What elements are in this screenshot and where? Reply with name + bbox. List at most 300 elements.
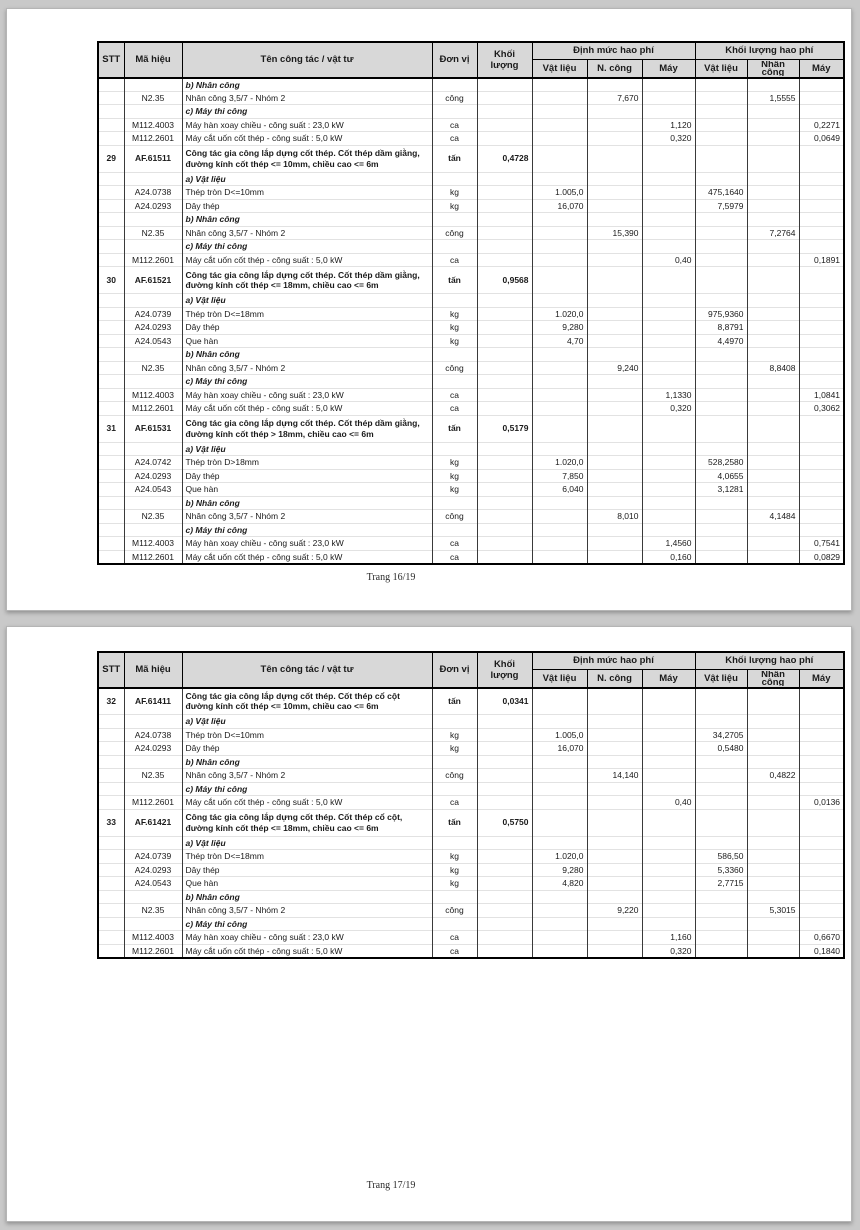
cell-dmn (587, 550, 642, 564)
cell-stt (98, 402, 124, 416)
resource-detail-row (98, 469, 844, 483)
cell-klv: 8,8791 (695, 321, 747, 335)
cell-dv: tấn (432, 688, 477, 715)
cell-kln (747, 240, 799, 254)
cell-ten: Công tác gia công lắp dựng cốt thép. Cốt thép cổ cột, đường kính cốt thép <= 18mm, chiều cao <= 6m (182, 809, 432, 836)
cell-dmm: 0,320 (642, 132, 695, 146)
cell-kln: 1,5555 (747, 91, 799, 105)
cell-klm (799, 715, 844, 729)
cell-ma: AF.61531 (124, 415, 182, 442)
cell-stt: 32 (98, 688, 124, 715)
cost-norm-table (97, 41, 845, 565)
resource-detail-row (98, 199, 844, 213)
cell-klm (799, 91, 844, 105)
cell-stt (98, 469, 124, 483)
cell-dmv (532, 78, 587, 92)
cell-dmm (642, 105, 695, 119)
cell-klv (695, 267, 747, 294)
cell-ma: M112.4003 (124, 537, 182, 551)
cell-kl: 0,4728 (477, 145, 532, 172)
cell-kl (477, 782, 532, 796)
cell-kln (747, 456, 799, 470)
cell-kln (747, 78, 799, 92)
cell-stt (98, 118, 124, 132)
cell-dmm: 0,320 (642, 944, 695, 958)
cell-ma (124, 172, 182, 186)
cell-dmv (532, 442, 587, 456)
resource-detail-row (98, 118, 844, 132)
cell-klm (799, 294, 844, 308)
cell-klm (799, 172, 844, 186)
cell-kl (477, 769, 532, 783)
cell-dv: công (432, 510, 477, 524)
cell-klv (695, 890, 747, 904)
cell-dv: kg (432, 728, 477, 742)
cell-kln (747, 523, 799, 537)
cell-kln (747, 796, 799, 810)
resource-detail-row (98, 863, 844, 877)
cell-stt (98, 755, 124, 769)
cell-ten: b) Nhân công (182, 496, 432, 510)
cell-ten: a) Vật liệu (182, 836, 432, 850)
cell-ten: a) Vật liệu (182, 294, 432, 308)
cell-kln (747, 132, 799, 146)
cell-dv: tấn (432, 145, 477, 172)
cell-stt (98, 348, 124, 362)
cell-ten: Công tác gia công lắp dựng cốt thép. Cốt thép dầm giằng, đường kính cốt thép <= 10mm, chiều cao <= 6m (182, 145, 432, 172)
cell-klm (799, 890, 844, 904)
cell-dmn (587, 537, 642, 551)
section-label-row (98, 836, 844, 850)
cell-dv: kg (432, 469, 477, 483)
cell-klm (799, 375, 844, 389)
cell-klv (695, 904, 747, 918)
cell-kln (747, 836, 799, 850)
resource-detail-row (98, 91, 844, 105)
cell-ten: c) Máy thi công (182, 105, 432, 119)
cell-kln (747, 415, 799, 442)
cell-stt (98, 863, 124, 877)
cell-dv: kg (432, 334, 477, 348)
cell-dv: kg (432, 877, 477, 891)
section-label-row (98, 782, 844, 796)
cell-ma: N2.35 (124, 510, 182, 524)
header-khoi-luong: Khối lượng (477, 42, 532, 78)
cell-dmn (587, 118, 642, 132)
cell-klv (695, 510, 747, 524)
cell-dmn (587, 145, 642, 172)
cell-dmm (642, 240, 695, 254)
cell-ma (124, 523, 182, 537)
work-item-row (98, 809, 844, 836)
cell-dmm (642, 469, 695, 483)
cell-ma: A24.0738 (124, 728, 182, 742)
cell-ma: M112.4003 (124, 118, 182, 132)
cell-stt (98, 186, 124, 200)
cell-kln (747, 145, 799, 172)
cell-kln (747, 469, 799, 483)
cell-klv (695, 91, 747, 105)
cell-ten: Dây thép (182, 742, 432, 756)
cell-stt (98, 742, 124, 756)
cell-klm (799, 850, 844, 864)
cell-stt (98, 904, 124, 918)
work-item-row (98, 267, 844, 294)
page-number-footer: Trang 17/19 (366, 1180, 416, 1191)
resource-detail-row (98, 226, 844, 240)
section-label-row (98, 890, 844, 904)
cell-dmn (587, 877, 642, 891)
cell-dmm (642, 836, 695, 850)
cell-klv (695, 809, 747, 836)
resource-detail-row (98, 769, 844, 783)
cell-ma: A24.0293 (124, 199, 182, 213)
cell-ten: a) Vật liệu (182, 442, 432, 456)
cell-dmn (587, 294, 642, 308)
cell-dmn (587, 523, 642, 537)
cell-dv (432, 105, 477, 119)
cell-kl (477, 361, 532, 375)
cell-dmn (587, 132, 642, 146)
cell-dmv (532, 917, 587, 931)
cell-dmm (642, 172, 695, 186)
cell-dmm (642, 186, 695, 200)
cell-dmm (642, 483, 695, 497)
cell-kl (477, 523, 532, 537)
cell-klv: 475,1640 (695, 186, 747, 200)
cell-dmm (642, 145, 695, 172)
cell-kln (747, 890, 799, 904)
cell-stt (98, 321, 124, 335)
cell-ma: AF.61421 (124, 809, 182, 836)
cell-dmn (587, 415, 642, 442)
resource-detail-row (98, 186, 844, 200)
header-kl-vat-lieu: Vật liệu (695, 669, 747, 688)
cell-ma: N2.35 (124, 91, 182, 105)
cell-dmn (587, 863, 642, 877)
cell-dmn: 7,670 (587, 91, 642, 105)
cell-kl (477, 836, 532, 850)
cell-stt (98, 132, 124, 146)
cell-ma: A24.0293 (124, 321, 182, 335)
cell-ten: Nhân công 3,5/7 - Nhóm 2 (182, 769, 432, 783)
cell-klv (695, 931, 747, 945)
cell-dv: kg (432, 307, 477, 321)
cell-dv: ca (432, 537, 477, 551)
cell-ma (124, 890, 182, 904)
cell-kl (477, 877, 532, 891)
cell-ma (124, 213, 182, 227)
cell-klm (799, 863, 844, 877)
cell-dv: ca (432, 796, 477, 810)
cell-stt (98, 715, 124, 729)
header-dm-n-cong: N. công (587, 59, 642, 78)
cell-kln (747, 688, 799, 715)
cell-dmn (587, 890, 642, 904)
cell-ten: c) Máy thi công (182, 523, 432, 537)
cell-dmn: 9,220 (587, 904, 642, 918)
cell-kln (747, 375, 799, 389)
cell-kln (747, 809, 799, 836)
cell-ma: N2.35 (124, 361, 182, 375)
cell-kl (477, 294, 532, 308)
cell-dv: tấn (432, 267, 477, 294)
cell-ma: N2.35 (124, 226, 182, 240)
cell-dv: kg (432, 863, 477, 877)
cell-stt (98, 510, 124, 524)
cell-dmv (532, 145, 587, 172)
cell-dmm (642, 904, 695, 918)
cell-dmn (587, 402, 642, 416)
cell-dmm: 1,4560 (642, 537, 695, 551)
resource-detail-row (98, 483, 844, 497)
cell-kl (477, 78, 532, 92)
cell-stt (98, 442, 124, 456)
cell-ma: M112.2601 (124, 796, 182, 810)
cell-ten: Thép tròn D<=18mm (182, 850, 432, 864)
cell-dmv: 7,850 (532, 469, 587, 483)
cell-stt (98, 931, 124, 945)
cell-ten: Dây thép (182, 199, 432, 213)
cell-kl (477, 496, 532, 510)
cell-ma (124, 496, 182, 510)
cell-stt: 30 (98, 267, 124, 294)
cell-ten: Que hàn (182, 483, 432, 497)
resource-detail-row (98, 850, 844, 864)
cell-dv: tấn (432, 809, 477, 836)
cell-dmn (587, 715, 642, 729)
resource-detail-row (98, 321, 844, 335)
resource-detail-row (98, 456, 844, 470)
cell-ma (124, 715, 182, 729)
cell-kln (747, 253, 799, 267)
cell-dmn (587, 186, 642, 200)
cell-dmv: 4,820 (532, 877, 587, 891)
cell-kln (747, 402, 799, 416)
cell-kl (477, 755, 532, 769)
cell-kl (477, 240, 532, 254)
cell-kl (477, 796, 532, 810)
cell-klv (695, 294, 747, 308)
cell-ten: Công tác gia công lắp dựng cốt thép. Cốt thép cổ cột đường kính cốt thép <= 10mm, chiều cao <= 6m (182, 688, 432, 715)
cell-klv: 34,2705 (695, 728, 747, 742)
table-header (98, 42, 844, 78)
cell-ma: N2.35 (124, 904, 182, 918)
cell-dv: kg (432, 321, 477, 335)
cell-dmv: 9,280 (532, 863, 587, 877)
cell-klm (799, 199, 844, 213)
cell-dmv (532, 294, 587, 308)
cell-klv: 7,5979 (695, 199, 747, 213)
page-number-footer: Trang 16/19 (366, 572, 416, 583)
cell-dmm (642, 523, 695, 537)
cell-klm: 0,0136 (799, 796, 844, 810)
cell-stt (98, 375, 124, 389)
cell-kln (747, 728, 799, 742)
cell-ten: Nhân công 3,5/7 - Nhóm 2 (182, 904, 432, 918)
cell-ma: A24.0293 (124, 742, 182, 756)
cell-dmm (642, 809, 695, 836)
cell-dmn: 9,240 (587, 361, 642, 375)
resource-detail-row (98, 510, 844, 524)
cell-dv: kg (432, 850, 477, 864)
cell-dmv: 1.005,0 (532, 728, 587, 742)
cell-klm (799, 361, 844, 375)
cell-dv: ca (432, 132, 477, 146)
cell-dmn (587, 253, 642, 267)
cell-kln (747, 850, 799, 864)
cell-dv: công (432, 361, 477, 375)
cell-dmn: 8,010 (587, 510, 642, 524)
resource-detail-row (98, 402, 844, 416)
cell-klv (695, 550, 747, 564)
section-label-row (98, 172, 844, 186)
cell-ma: M112.2601 (124, 132, 182, 146)
cell-dmv (532, 361, 587, 375)
cell-kl (477, 904, 532, 918)
section-label-row (98, 523, 844, 537)
cell-ten: Que hàn (182, 334, 432, 348)
cell-kln: 0,4822 (747, 769, 799, 783)
cell-ma (124, 917, 182, 931)
cell-dmm (642, 91, 695, 105)
header-kl-nhan-cong: Nhân công (747, 669, 799, 688)
cell-dmv (532, 890, 587, 904)
cell-dmm (642, 199, 695, 213)
table-body-page-16 (98, 78, 844, 564)
cell-dmm (642, 715, 695, 729)
cell-dv (432, 523, 477, 537)
cell-dv: công (432, 91, 477, 105)
cell-kl (477, 537, 532, 551)
resource-detail-row (98, 877, 844, 891)
cell-kl (477, 334, 532, 348)
cell-dmn (587, 267, 642, 294)
resource-detail-row (98, 361, 844, 375)
cell-klm (799, 321, 844, 335)
cell-dmv: 1.020,0 (532, 850, 587, 864)
resource-detail-row (98, 334, 844, 348)
resource-detail-row (98, 537, 844, 551)
cell-klv (695, 375, 747, 389)
cell-klv: 5,3360 (695, 863, 747, 877)
cell-kln: 8,8408 (747, 361, 799, 375)
cell-ten: Dây thép (182, 321, 432, 335)
cell-kln (747, 307, 799, 321)
cell-dmv (532, 836, 587, 850)
cell-klm: 0,1891 (799, 253, 844, 267)
cell-stt (98, 890, 124, 904)
cell-ma: N2.35 (124, 769, 182, 783)
cell-ten: Thép tròn D>18mm (182, 456, 432, 470)
cell-stt (98, 294, 124, 308)
cell-ma: M112.4003 (124, 931, 182, 945)
cell-ma (124, 755, 182, 769)
cell-ma (124, 782, 182, 796)
cost-norm-table (97, 651, 845, 959)
cell-klm (799, 442, 844, 456)
cell-dmv (532, 715, 587, 729)
cell-dv (432, 348, 477, 362)
cell-ten: b) Nhân công (182, 348, 432, 362)
cell-dmv (532, 388, 587, 402)
cell-klm: 0,0829 (799, 550, 844, 564)
cell-klv (695, 172, 747, 186)
cell-ma (124, 105, 182, 119)
cell-dv: công (432, 904, 477, 918)
cell-ma: M112.2601 (124, 550, 182, 564)
cell-dmn (587, 742, 642, 756)
work-item-row (98, 415, 844, 442)
cell-kl (477, 850, 532, 864)
cell-klv: 4,4970 (695, 334, 747, 348)
cell-dv: ca (432, 253, 477, 267)
resource-detail-row (98, 944, 844, 958)
cell-kln (747, 118, 799, 132)
cell-klv (695, 917, 747, 931)
cell-klm: 0,2271 (799, 118, 844, 132)
cell-kl (477, 253, 532, 267)
cell-dmm (642, 688, 695, 715)
cell-ma: A24.0739 (124, 850, 182, 864)
cell-kl: 0,9568 (477, 267, 532, 294)
cell-klm (799, 769, 844, 783)
cell-klm (799, 782, 844, 796)
cell-dmn (587, 199, 642, 213)
cell-kl (477, 199, 532, 213)
cell-dv: ca (432, 931, 477, 945)
cell-klv: 586,50 (695, 850, 747, 864)
resource-detail-row (98, 742, 844, 756)
cell-dmn (587, 850, 642, 864)
cell-dmm (642, 742, 695, 756)
cell-ma (124, 836, 182, 850)
cell-kl (477, 402, 532, 416)
header-dm-may: Máy (642, 59, 695, 78)
cell-kl (477, 388, 532, 402)
cell-klm (799, 213, 844, 227)
cell-kl (477, 375, 532, 389)
cell-kl (477, 226, 532, 240)
resource-detail-row (98, 132, 844, 146)
cell-ten: c) Máy thi công (182, 375, 432, 389)
cell-dv: kg (432, 456, 477, 470)
resource-detail-row (98, 728, 844, 742)
cell-ten: Dây thép (182, 469, 432, 483)
cell-kln (747, 715, 799, 729)
cell-dmn (587, 917, 642, 931)
cell-stt (98, 307, 124, 321)
cell-stt (98, 334, 124, 348)
cell-dv (432, 836, 477, 850)
cell-kl (477, 483, 532, 497)
cell-klv (695, 78, 747, 92)
cell-klv (695, 537, 747, 551)
cell-ten: Nhân công 3,5/7 - Nhóm 2 (182, 510, 432, 524)
cell-ma: A24.0742 (124, 456, 182, 470)
cell-klv: 528,2580 (695, 456, 747, 470)
cell-klm (799, 809, 844, 836)
cell-kl (477, 728, 532, 742)
header-khoi-luong: Khối lượng (477, 652, 532, 688)
cell-dmm (642, 769, 695, 783)
cell-dv: ca (432, 550, 477, 564)
cell-stt (98, 523, 124, 537)
cell-ma (124, 78, 182, 92)
cell-dmv (532, 226, 587, 240)
cell-klm (799, 755, 844, 769)
cell-kln (747, 550, 799, 564)
